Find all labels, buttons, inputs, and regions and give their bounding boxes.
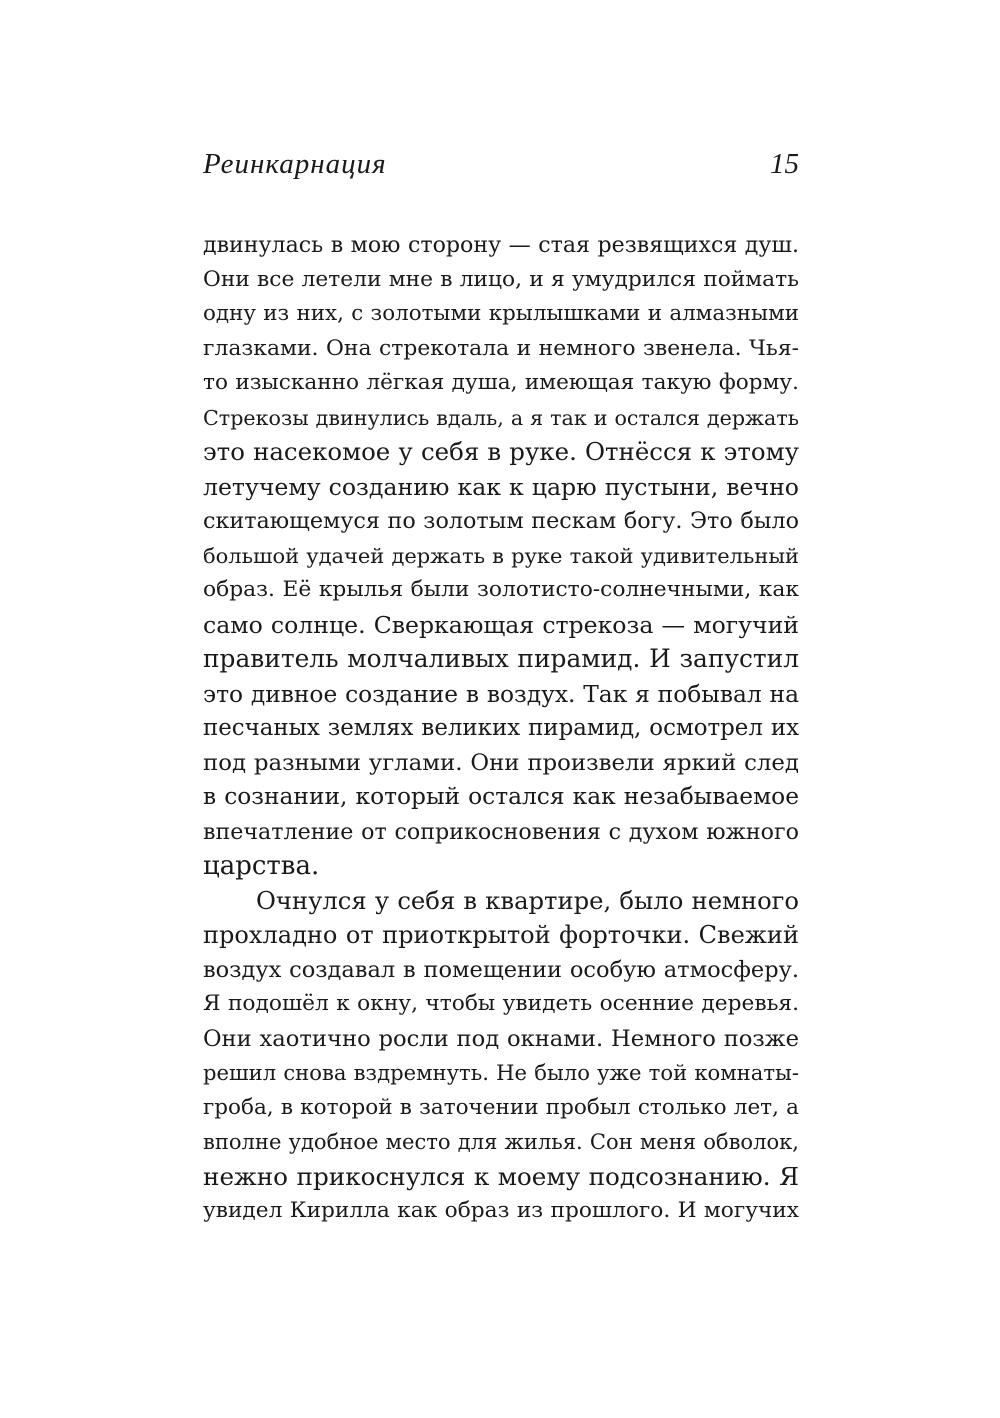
text-line: под разными углами. Они произвели яркий след (203, 749, 799, 776)
text-line: Я подошёл к окну, чтобы увидеть осенние деревья. (203, 991, 799, 1016)
text-line: увидел Кирилла как образ из прошлого. И могучих (203, 1198, 799, 1223)
text-line: Они все летели мне в лицо, и я умудрился поймать (203, 266, 799, 292)
text-line: двинулась в мою сторону — стая резвящихся душ. (203, 232, 799, 258)
text-line: летучему созданию как к царю пустыни, вечно (203, 472, 799, 501)
text-line: само солнце. Сверкающая стрекоза — могучий (203, 610, 799, 639)
running-head (203, 142, 799, 186)
text-line: образ. Её крылья были золотисто-солнечными, как (203, 577, 799, 602)
text-line: скитающемуся по золотым пескам богу. Это было (203, 508, 799, 534)
text-line: царства. (203, 851, 320, 881)
text-line: прохладно от приоткрытой форточки. Свежий (203, 921, 799, 949)
text-line: Они хаотично росли под окнами. Немного позже (203, 1025, 799, 1052)
text-line: глазками. Она стрекотала и немного звенела. Чья- (203, 335, 799, 361)
text-line: вполне удобное место для жилья. Сон меня обволок, (203, 1129, 799, 1154)
running-title: Реинкарнация (203, 148, 387, 180)
body-text (203, 228, 799, 1229)
page-number: 15 (770, 148, 799, 180)
text-line: одну из них, с золотыми крылышками и алмазными (203, 301, 799, 326)
text-line: решил снова вздремнуть. Не было уже той комнаты- (203, 1060, 799, 1085)
text-line: впечатление от соприкосновения с духом южного (203, 818, 799, 845)
text-line: в сознании, который остался как незабываемое (203, 783, 799, 810)
text-line: это дивное создание в воздух. Так я побывал на (203, 679, 799, 708)
text-line: Стрекозы двинулись вдаль, а я так и остался держать (203, 405, 799, 430)
text-line: воздух создавал в помещении особую атмосферу. (203, 956, 799, 983)
text-line: нежно прикоснулся к моему подсознанию. Я (203, 1161, 799, 1191)
text-line: гроба, в которой в заточении пробыл столько лет, а (203, 1094, 799, 1120)
text-line: правитель молчаливых пирамид. И запустил (203, 644, 799, 673)
text-line: песчаных землях великих пирамид, осмотрел их (203, 715, 799, 741)
text-line: это насекомое у себя в руке. Отнёсся к этому (203, 437, 799, 466)
text-line: то изысканно лёгкая душа, имеющая такую форму. (203, 370, 799, 395)
text-line: Очнулся у себя в квартире, было немного (256, 885, 799, 915)
text-line: большой удачей держать в руке такой удивительный (203, 543, 799, 568)
